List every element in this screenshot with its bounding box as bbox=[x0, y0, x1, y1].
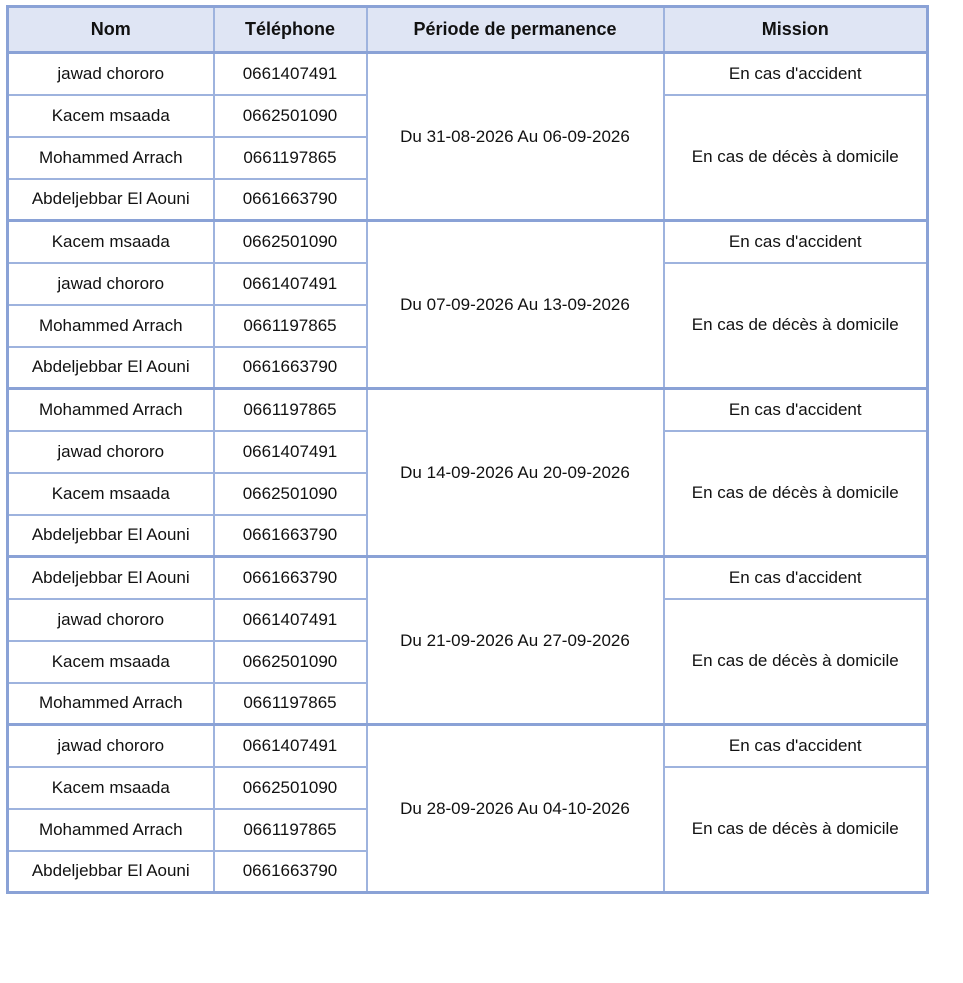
cell-nom: Mohammed Arrach bbox=[8, 137, 214, 179]
cell-telephone: 0661407491 bbox=[214, 431, 367, 473]
cell-nom: Kacem msaada bbox=[8, 767, 214, 809]
cell-telephone: 0661407491 bbox=[214, 599, 367, 641]
cell-telephone: 0662501090 bbox=[214, 221, 367, 263]
cell-nom: Kacem msaada bbox=[8, 641, 214, 683]
header-mission: Mission bbox=[664, 7, 928, 53]
table-header bbox=[8, 7, 928, 53]
cell-periode: Du 14-09-2026 Au 20-09-2026 bbox=[367, 389, 664, 557]
cell-telephone: 0661197865 bbox=[214, 389, 367, 431]
header-nom: Nom bbox=[8, 7, 214, 53]
table-row bbox=[8, 389, 928, 431]
cell-telephone: 0662501090 bbox=[214, 95, 367, 137]
cell-periode: Du 28-09-2026 Au 04-10-2026 bbox=[367, 725, 664, 893]
cell-telephone: 0661407491 bbox=[214, 725, 367, 767]
roster-document bbox=[6, 5, 929, 894]
cell-telephone: 0661663790 bbox=[214, 347, 367, 389]
header-row bbox=[8, 7, 928, 53]
cell-nom: Mohammed Arrach bbox=[8, 305, 214, 347]
cell-nom: Mohammed Arrach bbox=[8, 809, 214, 851]
cell-telephone: 0661197865 bbox=[214, 683, 367, 725]
cell-mission-accident: En cas d'accident bbox=[664, 389, 928, 431]
cell-periode: Du 21-09-2026 Au 27-09-2026 bbox=[367, 557, 664, 725]
cell-nom: Abdeljebbar El Aouni bbox=[8, 851, 214, 893]
cell-nom: Mohammed Arrach bbox=[8, 389, 214, 431]
cell-nom: jawad chororo bbox=[8, 431, 214, 473]
cell-mission-deces: En cas de décès à domicile bbox=[664, 95, 928, 221]
cell-telephone: 0661197865 bbox=[214, 809, 367, 851]
cell-telephone: 0661407491 bbox=[214, 53, 367, 95]
cell-periode: Du 07-09-2026 Au 13-09-2026 bbox=[367, 221, 664, 389]
cell-mission-accident: En cas d'accident bbox=[664, 557, 928, 599]
cell-mission-deces: En cas de décès à domicile bbox=[664, 767, 928, 893]
cell-telephone: 0662501090 bbox=[214, 641, 367, 683]
cell-telephone: 0661663790 bbox=[214, 557, 367, 599]
header-periode: Période de permanence bbox=[367, 7, 664, 53]
cell-mission-deces: En cas de décès à domicile bbox=[664, 599, 928, 725]
cell-telephone: 0662501090 bbox=[214, 473, 367, 515]
cell-mission-accident: En cas d'accident bbox=[664, 221, 928, 263]
cell-mission-deces: En cas de décès à domicile bbox=[664, 263, 928, 389]
cell-telephone: 0661407491 bbox=[214, 263, 367, 305]
cell-nom: jawad chororo bbox=[8, 599, 214, 641]
table-row bbox=[8, 221, 928, 263]
cell-periode: Du 31-08-2026 Au 06-09-2026 bbox=[367, 53, 664, 221]
cell-nom: jawad chororo bbox=[8, 263, 214, 305]
cell-nom: Abdeljebbar El Aouni bbox=[8, 347, 214, 389]
table-row bbox=[8, 725, 928, 767]
cell-telephone: 0661197865 bbox=[214, 137, 367, 179]
cell-nom: jawad chororo bbox=[8, 53, 214, 95]
header-telephone: Téléphone bbox=[214, 7, 367, 53]
permanence-table bbox=[6, 5, 929, 894]
cell-nom: Abdeljebbar El Aouni bbox=[8, 179, 214, 221]
cell-telephone: 0662501090 bbox=[214, 767, 367, 809]
table-body bbox=[8, 53, 928, 893]
cell-mission-deces: En cas de décès à domicile bbox=[664, 431, 928, 557]
cell-telephone: 0661663790 bbox=[214, 515, 367, 557]
cell-nom: Mohammed Arrach bbox=[8, 683, 214, 725]
table-row bbox=[8, 557, 928, 599]
cell-nom: Kacem msaada bbox=[8, 473, 214, 515]
cell-nom: Kacem msaada bbox=[8, 95, 214, 137]
cell-nom: Abdeljebbar El Aouni bbox=[8, 557, 214, 599]
cell-mission-accident: En cas d'accident bbox=[664, 53, 928, 95]
cell-telephone: 0661663790 bbox=[214, 851, 367, 893]
cell-telephone: 0661663790 bbox=[214, 179, 367, 221]
cell-mission-accident: En cas d'accident bbox=[664, 725, 928, 767]
cell-nom: Kacem msaada bbox=[8, 221, 214, 263]
cell-nom: Abdeljebbar El Aouni bbox=[8, 515, 214, 557]
cell-nom: jawad chororo bbox=[8, 725, 214, 767]
cell-telephone: 0661197865 bbox=[214, 305, 367, 347]
table-row bbox=[8, 53, 928, 95]
